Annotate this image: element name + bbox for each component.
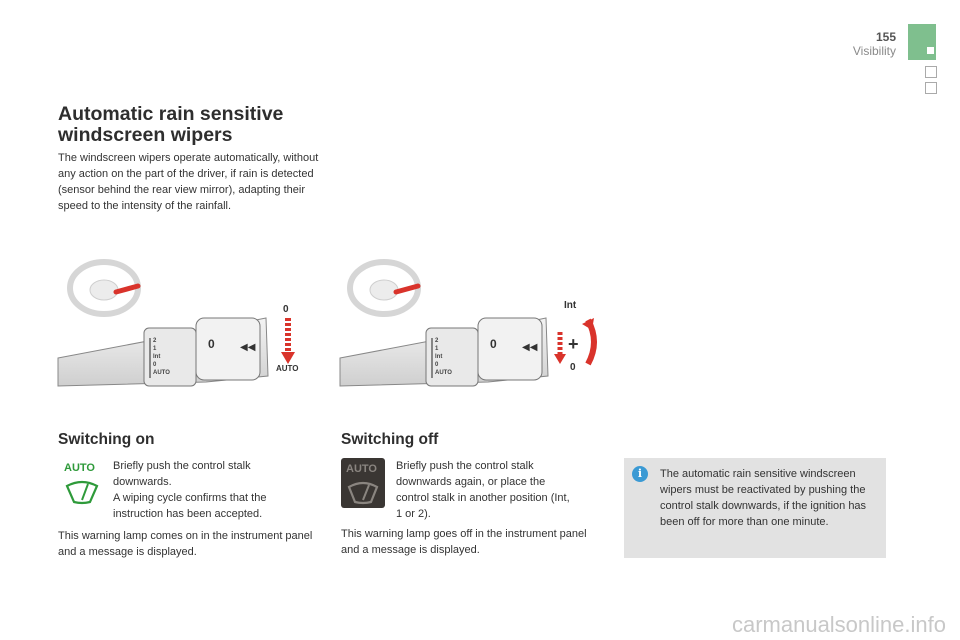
switching-on-heading: Switching on <box>58 431 155 448</box>
stalk-label: 2 <box>153 338 157 344</box>
watermark: carmanualsonline.info <box>731 612 946 637</box>
switching-on-step-line1: Briefly push the control stalk downwards. <box>113 460 251 488</box>
position-label-int: Int <box>564 300 577 311</box>
info-icon: i <box>632 466 648 482</box>
svg-text:+: + <box>568 334 579 354</box>
wiper-stalk-illustration-on <box>56 258 316 390</box>
stalk-label: 0 <box>153 362 157 368</box>
svg-text:◀◀: ◀◀ <box>240 342 256 353</box>
position-label-0: 0 <box>283 304 289 315</box>
position-label-auto: AUTO <box>276 364 299 373</box>
stalk-label: 0 <box>435 362 439 368</box>
auto-wiper-warning-lamp-off-icon <box>341 458 385 508</box>
stalk-label: AUTO <box>435 370 452 376</box>
nav-box-2 <box>925 82 937 94</box>
steering-wheel-icon <box>70 262 138 314</box>
section-title: Visibility <box>852 44 896 58</box>
switching-off-heading: Switching off <box>341 431 439 448</box>
page-number: 155 <box>875 30 896 44</box>
stalk-label: 1 <box>435 346 439 352</box>
page-title: Automatic rain sensitive windscreen wipers <box>58 103 284 146</box>
svg-text:◀◀: ◀◀ <box>522 342 538 353</box>
stalk-label: 2 <box>435 338 439 344</box>
section-tab <box>908 24 936 60</box>
wiper-stalk-illustration-off <box>338 258 600 390</box>
section-tab-marker <box>927 47 934 54</box>
lamp-label: AUTO <box>346 463 377 475</box>
lamp-label: AUTO <box>64 462 95 474</box>
switching-on-step <box>113 458 293 522</box>
auto-wiper-warning-lamp-icon <box>62 460 102 508</box>
stalk-label: Int <box>153 354 161 360</box>
svg-text:0: 0 <box>208 337 215 351</box>
svg-text:0: 0 <box>490 337 497 351</box>
switching-off-step: Briefly push the control stalk downwards again, or place the control stalk in another position (Int, 1 or 2). <box>396 460 570 520</box>
stalk-label: AUTO <box>153 370 170 376</box>
intro-text: The windscreen wipers operate automatically, without any action on the part of the driver, if rain is detected (sensor behind the rear view mirror), adapting their speed to the intensity of the rainfall. <box>58 152 319 212</box>
info-note-text: The automatic rain sensitive windscreen wipers must be reactivated by pushing the control stalk downwards, if the ignition has been off for more than one minute. <box>660 468 867 528</box>
switching-off-lamp-text: This warning lamp goes off in the instrument panel and a message is displayed. <box>341 528 587 556</box>
nav-box-1 <box>925 66 937 78</box>
stalk-label: Int <box>435 354 443 360</box>
switching-on-lamp-text: This warning lamp comes on in the instrument panel and a message is displayed. <box>58 530 313 558</box>
position-label-0: 0 <box>570 362 576 373</box>
switching-on-step-line2: A wiping cycle confirms that the instruction has been accepted. <box>113 492 267 520</box>
steering-wheel-icon <box>350 262 418 314</box>
stalk-label: 1 <box>153 346 157 352</box>
